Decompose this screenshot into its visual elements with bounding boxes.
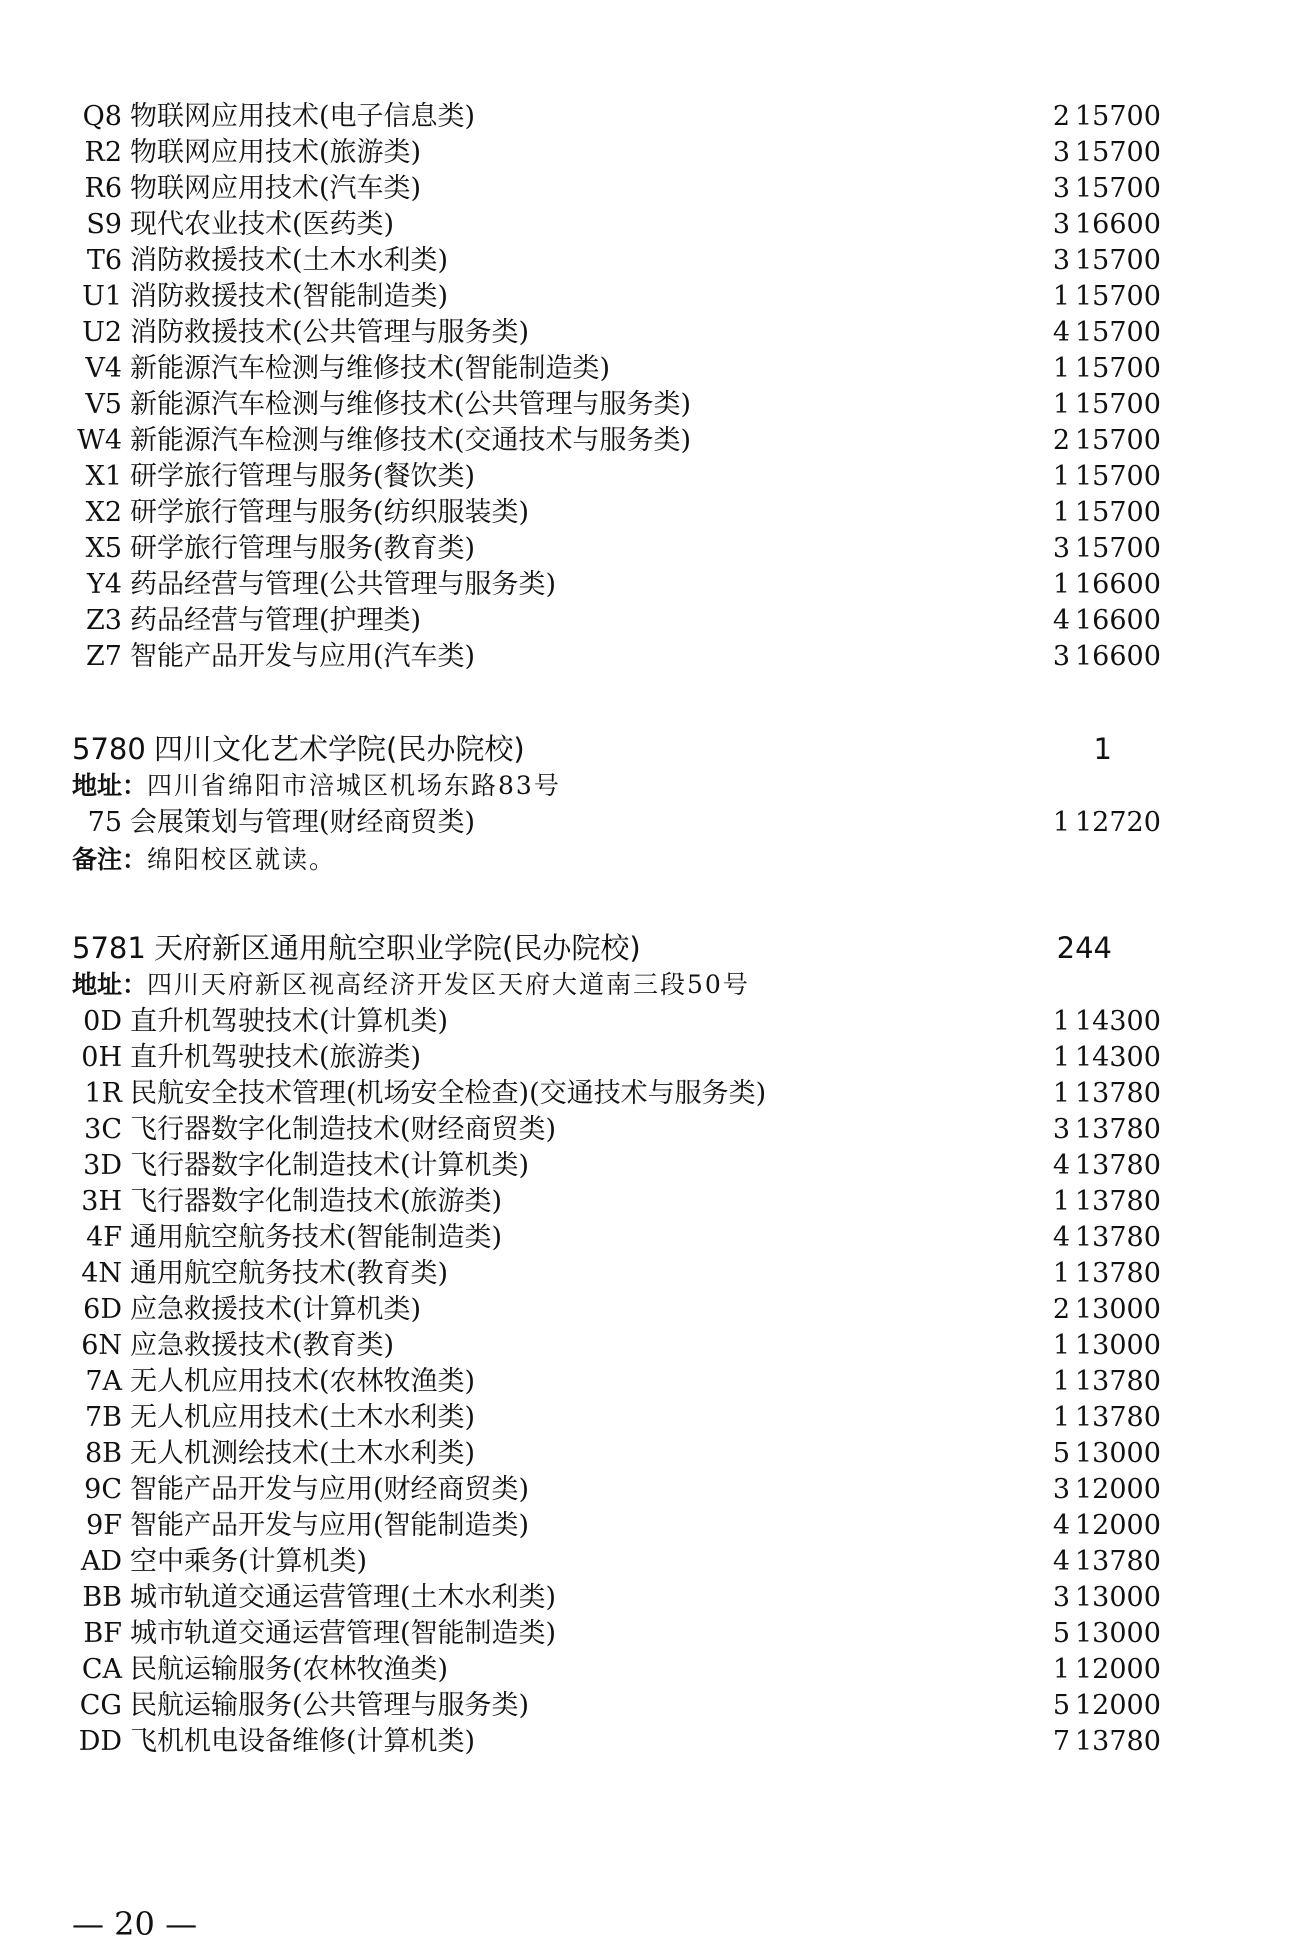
tuition-fee: 15700 <box>1075 533 1161 564</box>
table-row <box>0 1292 1292 1328</box>
major-name: 消防救援技术(公共管理与服务类) <box>130 317 530 348</box>
plan-count: 1 <box>1052 1078 1070 1109</box>
plan-count: 2 <box>1052 1294 1070 1325</box>
major-code: W4 <box>77 425 122 456</box>
plan-count: 1 <box>1052 569 1070 600</box>
major-code: V4 <box>85 353 122 384</box>
tuition-fee: 16600 <box>1075 641 1161 672</box>
tuition-fee: 16600 <box>1075 569 1161 600</box>
tuition-fee: 12720 <box>1075 807 1161 838</box>
major-name: 药品经营与管理(护理类) <box>130 605 422 636</box>
plan-count: 3 <box>1052 173 1070 204</box>
major-name: 研学旅行管理与服务(纺织服装类) <box>130 497 530 528</box>
table-row <box>0 1040 1292 1076</box>
table-row <box>0 171 1292 207</box>
major-name: 新能源汽车检测与维修技术(智能制造类) <box>130 353 611 384</box>
plan-count: 7 <box>1052 1726 1070 1757</box>
major-name: 现代农业技术(医药类) <box>130 209 395 240</box>
major-name: 会展策划与管理(财经商贸类) <box>130 807 476 838</box>
table-row <box>0 1544 1292 1580</box>
address-value: 四川省绵阳市涪城区机场东路83号 <box>147 771 561 800</box>
table-row <box>0 531 1292 567</box>
tuition-fee: 13000 <box>1075 1618 1161 1649</box>
major-name: 无人机测绘技术(土木水利类) <box>130 1438 476 1469</box>
major-code: 3D <box>83 1150 122 1181</box>
address-value: 四川天府新区视高经济开发区天府大道南三段50号 <box>147 970 750 999</box>
major-code: 3H <box>81 1186 122 1217</box>
major-name: 城市轨道交通运营管理(智能制造类) <box>130 1618 557 1649</box>
plan-count: 1 <box>1052 389 1070 420</box>
tuition-fee: 15700 <box>1075 317 1161 348</box>
plan-count: 3 <box>1052 641 1070 672</box>
table-row <box>0 1652 1292 1688</box>
major-code: 6N <box>81 1330 122 1361</box>
plan-count: 1 <box>1052 461 1070 492</box>
school-note <box>72 842 336 878</box>
major-name: 飞机机电设备维修(计算机类) <box>130 1726 476 1757</box>
tuition-fee: 13780 <box>1075 1546 1161 1577</box>
major-name: 民航安全技术管理(机场安全检查)(交通技术与服务类) <box>130 1078 767 1109</box>
tuition-fee: 12000 <box>1075 1690 1161 1721</box>
tuition-fee: 16600 <box>1075 605 1161 636</box>
tuition-fee: 13780 <box>1075 1186 1161 1217</box>
plan-count: 1 <box>1052 1258 1070 1289</box>
major-code: Q8 <box>82 101 122 132</box>
major-name: 城市轨道交通运营管理(土木水利类) <box>130 1582 557 1613</box>
plan-count: 1 <box>1052 1330 1070 1361</box>
tuition-fee: 15700 <box>1075 137 1161 168</box>
major-name: 研学旅行管理与服务(教育类) <box>130 533 476 564</box>
major-code: 9C <box>84 1474 122 1505</box>
tuition-fee: 13780 <box>1075 1222 1161 1253</box>
plan-count: 1 <box>1052 807 1070 838</box>
major-name: 民航运输服务(公共管理与服务类) <box>130 1690 530 1721</box>
major-code: 8B <box>84 1438 122 1469</box>
table-row <box>0 1112 1292 1148</box>
major-name: 直升机驾驶技术(旅游类) <box>130 1042 422 1073</box>
major-code: BF <box>83 1618 122 1649</box>
major-name: 消防救援技术(智能制造类) <box>130 281 449 312</box>
plan-count: 1 <box>1052 1186 1070 1217</box>
major-name: 物联网应用技术(电子信息类) <box>130 101 476 132</box>
tuition-fee: 15700 <box>1075 245 1161 276</box>
table-row <box>0 603 1292 639</box>
table-row <box>0 1508 1292 1544</box>
plan-count: 4 <box>1052 605 1070 636</box>
school-name: 天府新区通用航空职业学院(民办院校) <box>154 931 641 965</box>
tuition-fee: 13780 <box>1075 1258 1161 1289</box>
major-code: 9F <box>86 1510 122 1541</box>
major-code: 3C <box>84 1114 122 1145</box>
table-row <box>0 459 1292 495</box>
note-label: 备注： <box>72 845 148 874</box>
table-row <box>0 495 1292 531</box>
school-code: 5781 <box>72 931 146 965</box>
plan-count: 3 <box>1052 137 1070 168</box>
tuition-fee: 13780 <box>1075 1078 1161 1109</box>
major-name: 通用航空航务技术(教育类) <box>130 1258 449 1289</box>
tuition-fee: 12000 <box>1075 1654 1161 1685</box>
tuition-fee: 15700 <box>1075 281 1161 312</box>
table-row <box>0 315 1292 351</box>
tuition-fee: 15700 <box>1075 173 1161 204</box>
major-name: 药品经营与管理(公共管理与服务类) <box>130 569 557 600</box>
table-row <box>0 567 1292 603</box>
tuition-fee: 13000 <box>1075 1438 1161 1469</box>
major-code: 7B <box>84 1402 122 1433</box>
major-code: T6 <box>86 245 122 276</box>
plan-count: 3 <box>1052 1114 1070 1145</box>
table-row <box>0 639 1292 675</box>
tuition-fee: 13000 <box>1075 1330 1161 1361</box>
major-code: V5 <box>85 389 122 420</box>
major-code: 0H <box>81 1042 122 1073</box>
plan-count: 3 <box>1052 533 1070 564</box>
plan-count: 4 <box>1052 1150 1070 1181</box>
table-row <box>0 1184 1292 1220</box>
table-row <box>0 423 1292 459</box>
major-name: 智能产品开发与应用(汽车类) <box>130 641 476 672</box>
major-name: 物联网应用技术(旅游类) <box>130 137 422 168</box>
major-name: 物联网应用技术(汽车类) <box>130 173 422 204</box>
table-row <box>0 805 1292 841</box>
table-row <box>0 1436 1292 1472</box>
major-code: Z3 <box>86 605 122 636</box>
tuition-fee: 13780 <box>1075 1402 1161 1433</box>
major-code: 4N <box>81 1258 122 1289</box>
table-row <box>0 1328 1292 1364</box>
tuition-fee: 15700 <box>1075 497 1161 528</box>
major-name: 空中乘务(计算机类) <box>130 1546 368 1577</box>
major-name: 飞行器数字化制造技术(旅游类) <box>130 1186 503 1217</box>
major-name: 无人机应用技术(土木水利类) <box>130 1402 476 1433</box>
table-row <box>0 1256 1292 1292</box>
tuition-fee: 13780 <box>1075 1114 1161 1145</box>
major-code: X5 <box>85 533 122 564</box>
table-row <box>0 1616 1292 1652</box>
tuition-fee: 14300 <box>1075 1006 1161 1037</box>
tuition-fee: 15700 <box>1075 425 1161 456</box>
major-name: 应急救援技术(教育类) <box>130 1330 395 1361</box>
table-row <box>0 99 1292 135</box>
major-code: 4F <box>86 1222 122 1253</box>
tuition-fee: 16600 <box>1075 209 1161 240</box>
major-name: 飞行器数字化制造技术(财经商贸类) <box>130 1114 557 1145</box>
plan-count: 3 <box>1052 245 1070 276</box>
tuition-fee: 15700 <box>1075 353 1161 384</box>
plan-count: 4 <box>1052 1510 1070 1541</box>
major-code: CA <box>81 1654 122 1685</box>
plan-count: 1 <box>1052 1042 1070 1073</box>
school-address <box>72 768 561 804</box>
major-code: U2 <box>82 317 122 348</box>
major-code: R2 <box>84 137 122 168</box>
major-name: 无人机应用技术(农林牧渔类) <box>130 1366 476 1397</box>
address-label: 地址： <box>72 970 148 999</box>
major-name: 智能产品开发与应用(财经商贸类) <box>130 1474 530 1505</box>
major-code: 6D <box>83 1294 122 1325</box>
tuition-fee: 15700 <box>1075 389 1161 420</box>
tuition-fee: 12000 <box>1075 1474 1161 1505</box>
major-code: CG <box>79 1690 122 1721</box>
major-name: 新能源汽车检测与维修技术(公共管理与服务类) <box>130 389 692 420</box>
table-row <box>0 1724 1292 1760</box>
tuition-fee: 13780 <box>1075 1726 1161 1757</box>
plan-count: 1 <box>1052 281 1070 312</box>
plan-count: 1 <box>1052 1006 1070 1037</box>
major-name: 消防救援技术(土木水利类) <box>130 245 449 276</box>
plan-count: 1 <box>1052 497 1070 528</box>
school-name: 四川文化艺术学院(民办院校) <box>154 732 525 766</box>
table-row <box>0 1688 1292 1724</box>
plan-count: 3 <box>1052 1474 1070 1505</box>
major-name: 应急救援技术(计算机类) <box>130 1294 422 1325</box>
table-row <box>0 1220 1292 1256</box>
plan-count: 3 <box>1052 1582 1070 1613</box>
address-label: 地址： <box>72 771 148 800</box>
tuition-fee: 13780 <box>1075 1366 1161 1397</box>
major-name: 新能源汽车检测与维修技术(交通技术与服务类) <box>130 425 692 456</box>
major-code: 7A <box>85 1366 122 1397</box>
table-row <box>0 1004 1292 1040</box>
note-value: 绵阳校区就读。 <box>147 845 337 874</box>
school-total: 1 <box>1093 732 1112 766</box>
tuition-fee: 13780 <box>1075 1150 1161 1181</box>
plan-count: 1 <box>1052 1402 1070 1433</box>
plan-count: 4 <box>1052 1222 1070 1253</box>
major-name: 飞行器数字化制造技术(计算机类) <box>130 1150 530 1181</box>
major-code: 0D <box>83 1006 122 1037</box>
major-code: Y4 <box>86 569 122 600</box>
table-row <box>0 1472 1292 1508</box>
plan-count: 2 <box>1052 425 1070 456</box>
major-code: DD <box>78 1726 122 1757</box>
table-row <box>0 1148 1292 1184</box>
tuition-fee: 14300 <box>1075 1042 1161 1073</box>
school-address <box>72 967 750 1003</box>
table-row <box>0 1364 1292 1400</box>
plan-count: 2 <box>1052 101 1070 132</box>
major-code: U1 <box>82 281 122 312</box>
plan-count: 1 <box>1052 353 1070 384</box>
school-code: 5780 <box>72 732 146 766</box>
major-code: Z7 <box>86 641 122 672</box>
plan-count: 3 <box>1052 209 1070 240</box>
table-row <box>0 387 1292 423</box>
major-code: R6 <box>84 173 122 204</box>
plan-count: 5 <box>1052 1438 1070 1469</box>
school-total: 244 <box>1056 931 1112 965</box>
plan-count: 5 <box>1052 1690 1070 1721</box>
school-heading <box>72 729 1172 769</box>
table-row <box>0 1400 1292 1436</box>
table-row <box>0 1076 1292 1112</box>
table-row <box>0 135 1292 171</box>
plan-count: 1 <box>1052 1366 1070 1397</box>
tuition-fee: 13000 <box>1075 1294 1161 1325</box>
tuition-fee: 13000 <box>1075 1582 1161 1613</box>
major-name: 智能产品开发与应用(智能制造类) <box>130 1510 530 1541</box>
major-code: X2 <box>85 497 122 528</box>
major-code: 75 <box>87 807 122 838</box>
table-row <box>0 243 1292 279</box>
table-row <box>0 207 1292 243</box>
major-code: AD <box>80 1546 122 1577</box>
table-row <box>0 279 1292 315</box>
major-code: S9 <box>86 209 122 240</box>
tuition-fee: 15700 <box>1075 101 1161 132</box>
table-row <box>0 351 1292 387</box>
table-row <box>0 1580 1292 1616</box>
plan-count: 5 <box>1052 1618 1070 1649</box>
tuition-fee: 15700 <box>1075 461 1161 492</box>
plan-count: 4 <box>1052 317 1070 348</box>
major-name: 通用航空航务技术(智能制造类) <box>130 1222 503 1253</box>
major-name: 研学旅行管理与服务(餐饮类) <box>130 461 476 492</box>
plan-count: 4 <box>1052 1546 1070 1577</box>
major-code: 1R <box>84 1078 122 1109</box>
major-code: BB <box>82 1582 122 1613</box>
tuition-fee: 12000 <box>1075 1510 1161 1541</box>
school-heading <box>72 928 1172 968</box>
plan-count: 1 <box>1052 1654 1070 1685</box>
major-code: X1 <box>85 461 122 492</box>
page-number: — 20 — <box>72 1905 198 1943</box>
major-name: 民航运输服务(农林牧渔类) <box>130 1654 449 1685</box>
major-name: 直升机驾驶技术(计算机类) <box>130 1006 449 1037</box>
